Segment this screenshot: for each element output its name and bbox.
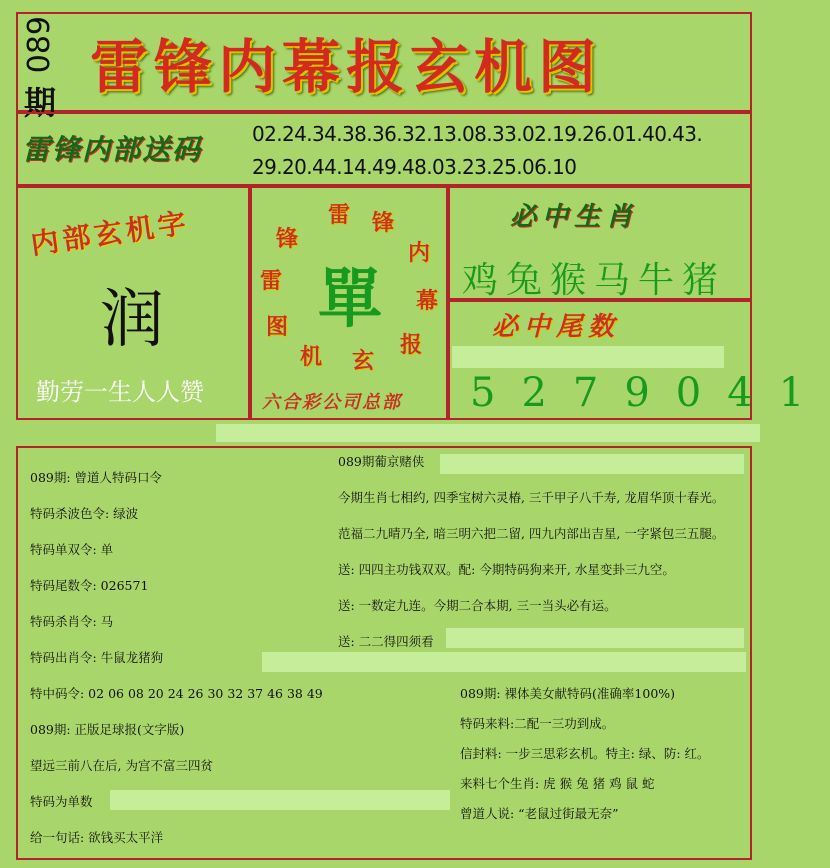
ring-char: 玄 bbox=[352, 348, 375, 374]
zodiac-list: 鸡兔猴马牛猪 bbox=[462, 260, 727, 301]
divider-stripe bbox=[440, 454, 744, 474]
center-big-char: 單 bbox=[318, 262, 382, 337]
right-top-line: 今期生肖七相约, 四季宝树六灵椿, 三千甲子八千寿, 龙眉华顶十春光。 bbox=[338, 490, 725, 505]
right-top-line: 送: 二二得四须看 bbox=[338, 634, 434, 649]
left-list-item: 特码出肖令: 牛鼠龙猪狗 bbox=[30, 650, 164, 665]
left-list-item: 特码单双令: 单 bbox=[30, 542, 114, 557]
numbers-row-label: 雷锋内部送码 bbox=[22, 133, 203, 166]
left-list-item: 特码为单数 bbox=[30, 794, 93, 809]
divider-stripe bbox=[110, 790, 450, 810]
left-list-item: 089期: 正版足球报(文字版) bbox=[30, 722, 185, 737]
right-top-line: 范福二九晴乃全, 暗三明六把二留, 四九内部出吉星, 一字紧包三五腿。 bbox=[338, 526, 725, 541]
tail-header: 必中尾数 bbox=[492, 312, 621, 342]
ring-char: 机 bbox=[300, 344, 323, 370]
numbers-line-1: 02.24.34.38.36.32.13.08.33.02.19.26.01.40.43. bbox=[252, 122, 703, 146]
left-list-item: 089期: 曾道人特码口令 bbox=[30, 470, 163, 485]
right-top-line: 送: 一数定九连。今期二合本期, 三一当头必有运。 bbox=[338, 598, 617, 613]
ring-char: 锋 bbox=[276, 226, 299, 252]
ring-char: 幕 bbox=[416, 288, 439, 314]
right-bottom-line: 曾道人说: “老鼠过街最无奈” bbox=[460, 806, 619, 821]
page-title: 雷锋内幕报玄机图 bbox=[90, 33, 603, 101]
right-bottom-line: 089期: 裸体美女献特码(准确率100%) bbox=[460, 686, 676, 701]
numbers-line-2: 29.20.44.14.49.48.03.23.25.06.10 bbox=[252, 155, 577, 179]
left-list-item: 给一句话: 欲钱买太平洋 bbox=[30, 830, 164, 845]
divider-stripe bbox=[446, 628, 744, 648]
left-list-item: 特码杀肖令: 马 bbox=[30, 614, 114, 629]
center-footer: 六合彩公司总部 bbox=[262, 392, 402, 413]
divider-stripe bbox=[216, 424, 760, 442]
right-top-line: 送: 四四主功钱双双。配: 今期特码狗来开, 水星变卦三九空。 bbox=[338, 562, 675, 577]
tail-stripe bbox=[452, 346, 724, 368]
ring-char: 锋 bbox=[372, 210, 395, 236]
ring-char: 内 bbox=[408, 240, 431, 266]
ring-char: 报 bbox=[400, 332, 423, 358]
mystery-slogan: 勤劳一生人人赞 bbox=[36, 378, 204, 406]
issue-unit: 期 bbox=[24, 84, 57, 122]
right-top-title: 089期葡京赌侠 bbox=[338, 454, 425, 469]
right-bottom-line: 来料七个生肖: 虎 猴 兔 猪 鸡 鼠 蛇 bbox=[460, 776, 655, 791]
zodiac-header: 必中生肖 bbox=[510, 202, 639, 232]
issue-number: 089 bbox=[22, 16, 57, 74]
left-list-item: 特码杀波色令: 绿波 bbox=[30, 506, 139, 521]
mystery-character: 润 bbox=[100, 283, 164, 357]
left-list-item: 特中码令: 02 06 08 20 24 26 30 32 37 46 38 49 bbox=[30, 686, 323, 701]
ring-char: 雷 bbox=[328, 202, 351, 228]
left-list-item: 特码尾数令: 026571 bbox=[30, 578, 149, 593]
right-bottom-line: 特码来料:二配一三功到成。 bbox=[460, 716, 615, 731]
left-list-item: 望远三前八在后, 为宫不富三四贫 bbox=[30, 758, 213, 773]
ring-char: 图 bbox=[266, 314, 289, 340]
divider-stripe bbox=[262, 652, 746, 672]
mystery-arc-title: 内部玄机字 bbox=[28, 206, 192, 261]
tail-digits: 5279041 bbox=[470, 370, 830, 416]
ring-char: 雷 bbox=[260, 268, 283, 294]
right-bottom-line: 信封料: 一步三思彩玄机。特主: 绿、防: 红。 bbox=[460, 746, 710, 761]
